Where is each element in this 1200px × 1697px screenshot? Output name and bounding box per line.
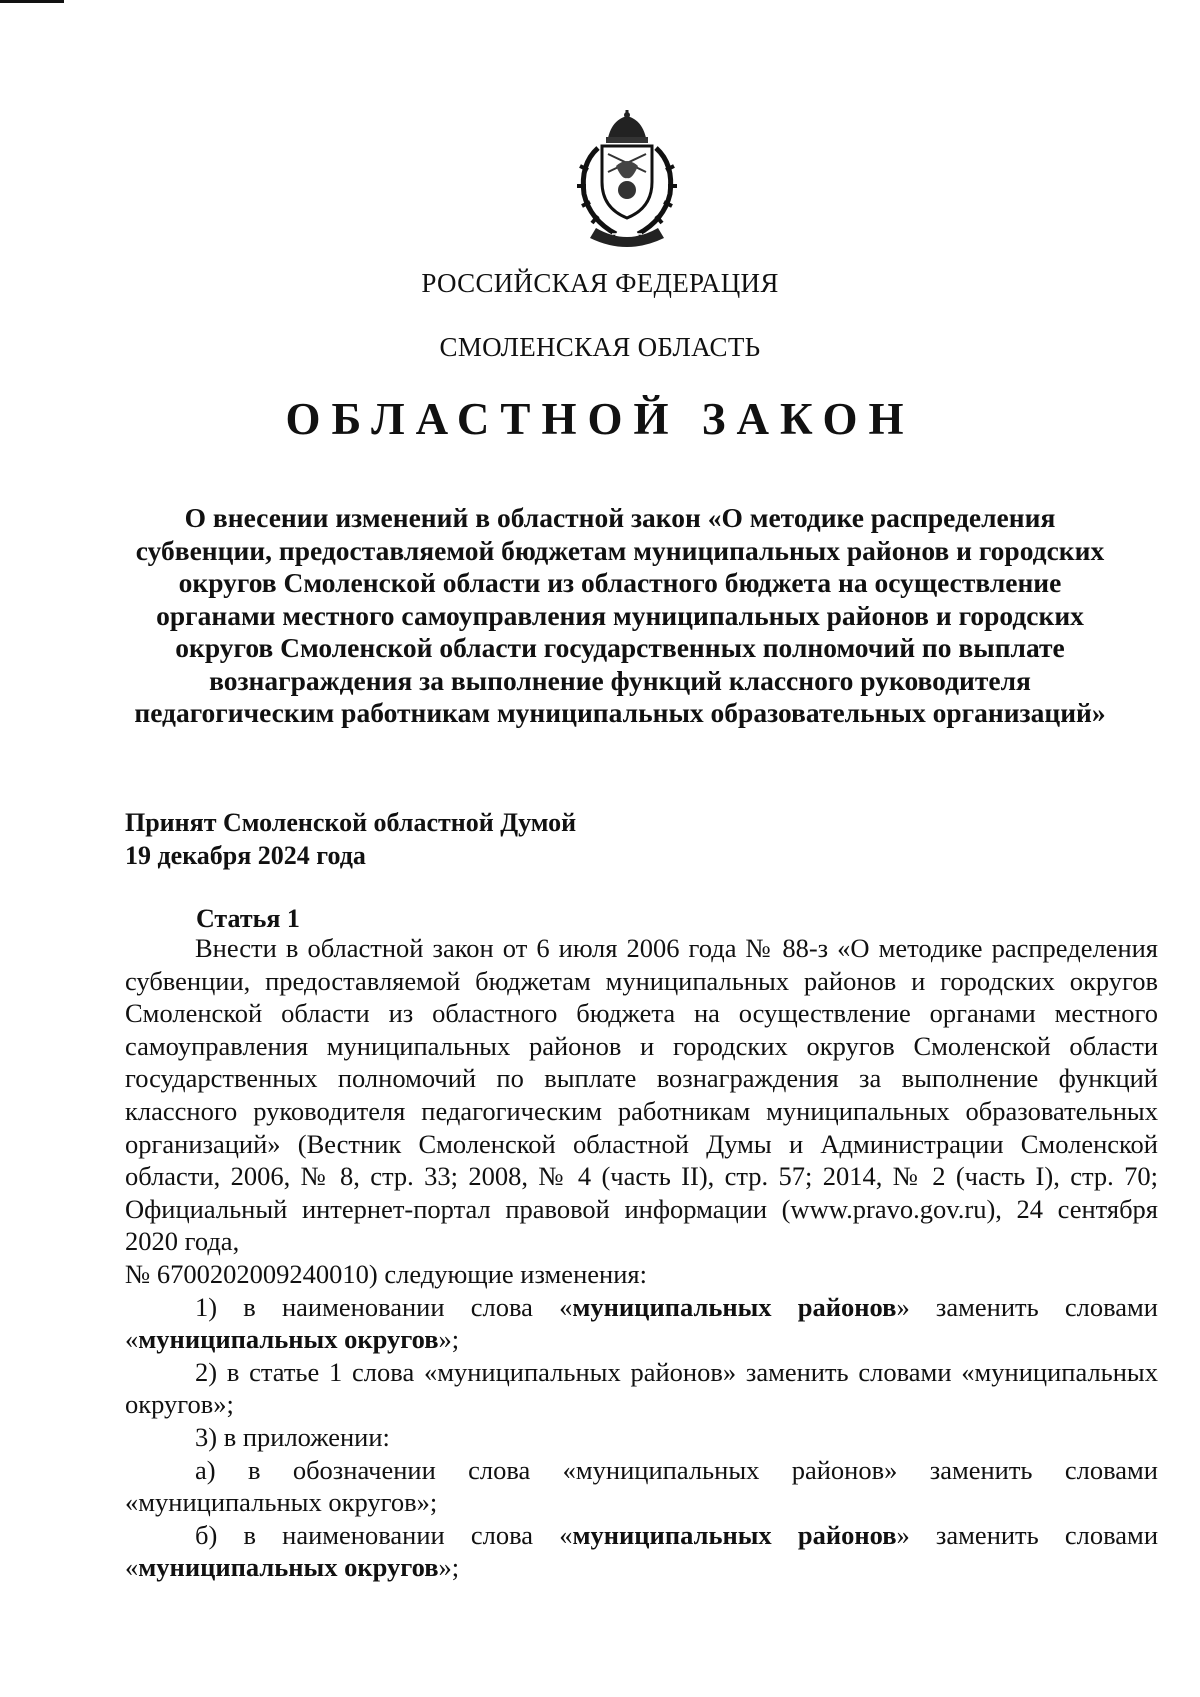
list-item xyxy=(125,1454,1158,1519)
article-intro-last-line xyxy=(125,1258,1158,1291)
region-name: СМОЛЕНСКАЯ ОБЛАСТЬ xyxy=(439,332,761,362)
item-text: 2) в статье 1 слова «муниципальных районов» заменить словами «муниципальных округов»; xyxy=(125,1356,1158,1420)
law-title-line: субвенции, предоставляемой бюджетам муниципальных районов и городских xyxy=(135,534,1105,566)
item-text: » заменить словами « xyxy=(125,1291,1158,1355)
law-title-line: О внесении изменений в областной закон «О методике распределения xyxy=(184,502,1056,533)
item-text: »; xyxy=(438,1552,460,1583)
coat-of-arms-emblem xyxy=(568,110,686,250)
article-body xyxy=(125,932,1158,1584)
law-title-line: вознаграждения за выполнение функций классного руководителя xyxy=(209,664,1031,696)
list-item xyxy=(125,1421,1158,1454)
law-title-line: педагогическим работникам муниципальных образовательных организаций» xyxy=(134,697,1106,728)
law-title-line: округов Смоленской области государственных полномочий по выплате xyxy=(175,632,1065,663)
adoption-date: 19 декабря 2024 года xyxy=(125,841,366,870)
item-emphasis: муниципальных районов xyxy=(572,1519,897,1550)
law-title-line: округов Смоленской области из областного бюджета на осуществление xyxy=(178,567,1062,598)
law-title xyxy=(120,502,1120,730)
article-heading: Статья 1 xyxy=(196,904,300,933)
list-item xyxy=(125,1291,1158,1356)
scan-corner-mark xyxy=(0,0,64,3)
law-title-line: органами местного самоуправления муниципальных районов и городских xyxy=(156,599,1084,631)
item-emphasis: муниципальных округов xyxy=(138,1324,439,1355)
item-text: 3) в приложении: xyxy=(195,1421,390,1452)
item-text: »; xyxy=(438,1324,460,1355)
item-text: 1) в наименовании слова « xyxy=(195,1291,573,1322)
item-emphasis: муниципальных районов xyxy=(572,1291,897,1322)
item-text: а) в обозначении слова «муниципальных районов» заменить словами «муниципальных округов»; xyxy=(125,1454,1158,1518)
document-type-heading: ОБЛАСТНОЙ ЗАКОН xyxy=(285,394,915,444)
article-intro-paragraph xyxy=(125,932,1158,1258)
item-emphasis: муниципальных округов xyxy=(138,1552,439,1583)
adoption-info xyxy=(125,806,576,872)
country-name: РОССИЙСКАЯ ФЕДЕРАЦИЯ xyxy=(421,268,779,298)
adopted-by: Принят Смоленской областной Думой xyxy=(125,808,577,837)
list-item xyxy=(125,1356,1158,1421)
list-item xyxy=(125,1519,1158,1584)
article-intro-text: Внести в областной закон от 6 июля 2006 года № 88-з «О методике распределения субвенции, предоставляемой бюджетам муниципальных районов и городских округов Смоленской области из областного бюджета на осуществление органами местного самоуправления муниципальных районов и городских округов Смоленской области государственных полномочий по выплате вознаграждения за выполнение функций классного руководителя педагогическим работникам муниципальных образовательных организаций» (Вестник Смоленской областной Думы и Администрации Смоленской области, 2006, № 8, стр. 33; 2008, № 4 (часть II), стр. 57; 2014, № 2 (часть I), стр. 70; Официальный интернет-портал правовой информации (www.pravo.gov.ru), 24 сентября 2020 года, xyxy=(125,933,1158,1257)
item-text: б) в наименовании слова « xyxy=(195,1519,573,1550)
article-intro-last-text: № 6700202009240010) следующие изменения: xyxy=(125,1258,647,1289)
item-text: » заменить словами « xyxy=(125,1519,1158,1583)
